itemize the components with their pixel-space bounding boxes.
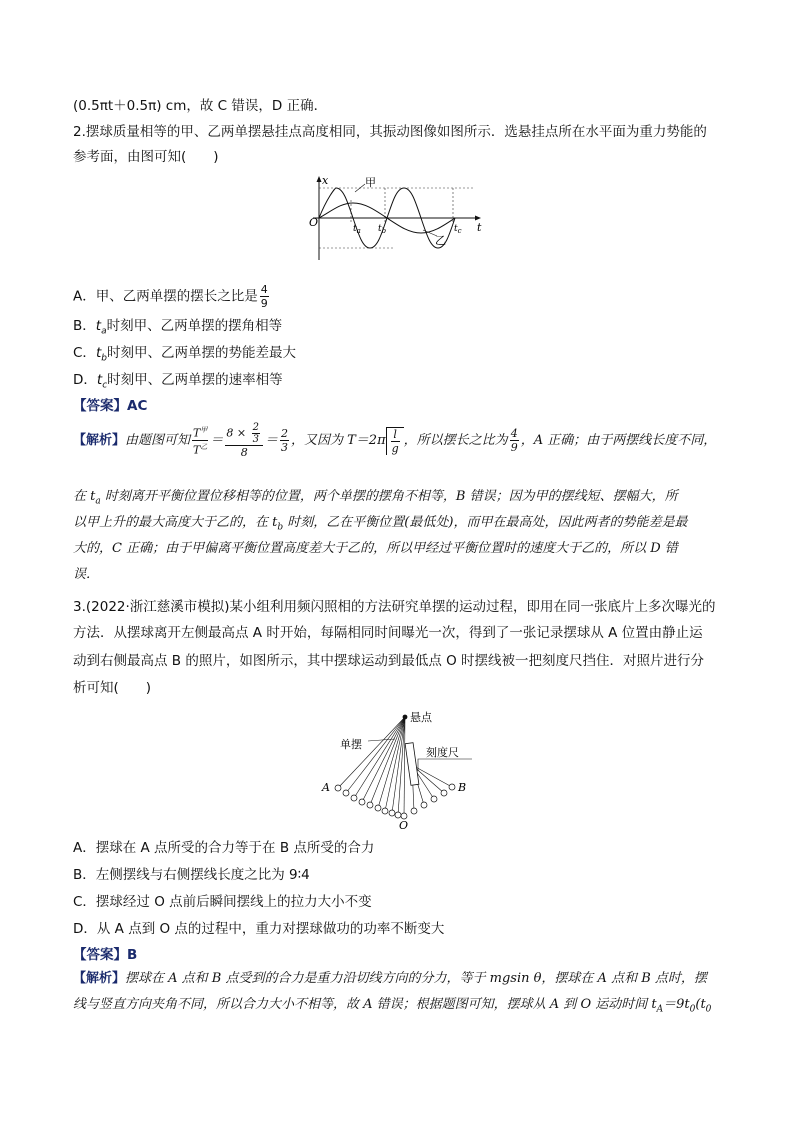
yi-label: 乙 <box>435 234 446 247</box>
pendulum-label: 单摆 <box>340 738 362 751</box>
pivot-dot <box>403 715 408 720</box>
pendulum-ball <box>359 799 365 805</box>
ta-label: $t_a$ <box>353 224 361 235</box>
pendulum-ball <box>343 790 349 796</box>
q3-option-c: C．摆球经过 O 点前后瞬间摆线上的拉力大小不变 <box>73 894 372 910</box>
ruler-label-bracket <box>418 759 472 771</box>
q2-option-c: C．$t_b$时刻甲、乙两单摆的势能差最大 <box>73 345 296 364</box>
point-a-label: A <box>322 781 330 794</box>
q2-explanation-line5: 误． <box>73 567 100 582</box>
ruler-shape <box>405 743 419 786</box>
q2-explanation-line2: 在 $t_a$ 时刻离开平衡位置位移相等的位置，两个单摆的摆角不相等，B 错误；因为甲的摆线短、摆幅大，所 <box>73 489 678 507</box>
left-string <box>338 717 405 788</box>
pendulum-ball <box>395 812 401 818</box>
point-o-label: O <box>399 819 409 832</box>
pendulum-ball <box>411 808 417 814</box>
q2-stem-line2: 参考面，由图可知( ) <box>73 149 219 165</box>
q3-option-d: D．从 A 点到 O 点的过程中，重力对摆球做功的功率不断变大 <box>73 921 445 937</box>
x-axis-arrow <box>317 176 322 182</box>
pendulum-pointer <box>368 739 395 741</box>
q2-explanation-line4: 大的，C 正确；由于甲偏离平衡位置高度差大于乙的，所以甲经过平衡位置时的速度大于乙的，所以 D 错 <box>73 541 678 556</box>
left-string <box>385 717 405 811</box>
pendulum-ball <box>449 784 455 790</box>
t-axis-label: t <box>477 221 482 234</box>
jia-label: 甲 <box>365 176 376 189</box>
q3-stem-line2: 方法．从摆球离开左侧最高点 A 时开始，每隔相同时间曝光一次，得到了一张记录摆球从 A 位置由静止运 <box>73 625 703 641</box>
pendulum-strings <box>335 717 455 819</box>
pivot-label: 悬点 <box>410 711 432 724</box>
pendulum-ball <box>335 785 341 791</box>
q2-explanation-line1: 【解析】由题图可知 $\frac{T^甲}{T^乙}$ ＝ 8 × $\frac{2}{3}$ 8 ＝ $\frac{2}{3}$ ，又因为 T＝2π $\frac{l}{g}$ ，所以摆长之比为 $\frac{4}{9}$ ，A 正确；由于两摆线长度不同， <box>73 422 717 459</box>
tc-label: $t_c$ <box>454 224 462 235</box>
q2-stem-line1: 2.摆球质量相等的甲、乙两单摆悬挂点高度相同，其振动图像如图所示．选悬挂点所在水平面为重力势能的 <box>73 124 707 140</box>
tb-label: $t_b$ <box>378 224 387 235</box>
x-axis-label: x <box>322 174 329 187</box>
pendulum-ball <box>382 808 388 814</box>
q3-option-b: B．左侧摆线与右侧摆线长度之比为 9∶4 <box>73 867 310 883</box>
q2-option-a: A．甲、乙两单摆的摆长之比是 $\frac{4}{9}$ <box>73 283 268 310</box>
q3-pendulum-figure <box>310 705 490 835</box>
q3-stem-line3: 动到右侧最高点 B 的照片，如图所示，其中摆球运动到最低点 O 时摆线被一把刻度尺挡住．对照片进行分 <box>73 653 705 669</box>
left-string <box>354 717 405 798</box>
q2-vibration-graph <box>305 172 485 268</box>
pendulum-ball <box>431 796 437 802</box>
q3-option-a: A．摆球在 A 点所受的合力等于在 B 点所受的合力 <box>73 840 375 856</box>
pendulum-ball <box>389 810 395 816</box>
q3-stem-line1: 3.(2022·浙江慈溪市模拟)某小组利用频闪照相的方法研究单摆的运动过程，即用在同一张底片上多次曝光的 <box>73 599 716 615</box>
t-axis-arrow <box>475 216 481 221</box>
ruler-label: 刻度尺 <box>426 746 459 759</box>
q2-option-b: B．$t_a$时刻甲、乙两单摆的摆角相等 <box>73 318 283 337</box>
previous-solution-tail: (0.5πt＋0.5π) cm，故 C 错误，D 正确． <box>73 98 328 114</box>
q3-explanation-line1: 【解析】摆球在 A 点和 B 点受到的合力是重力沿切线方向的分力，等于 mgsin θ，摆球在 A 点和 B 点时，摆 <box>73 971 707 986</box>
q3-answer: 【答案】B <box>73 947 138 963</box>
point-b-label: B <box>458 781 467 794</box>
q3-stem-line4: 析可知( ) <box>73 680 152 696</box>
pendulum-ball <box>375 805 381 811</box>
q2-answer: 【答案】AC <box>73 398 148 414</box>
pendulum-ball <box>351 795 357 801</box>
pendulum-ball <box>441 790 447 796</box>
q2-option-d: D．$t_c$时刻甲、乙两单摆的速率相等 <box>73 372 283 391</box>
pendulum-ball <box>421 802 427 808</box>
q3-explanation-line2: 线与竖直方向夹角不同，所以合力大小不相等，故 A 错误；根据题图可知，摆球从 A 到 O 运动时间 $t_A=9t_0(t_0$ <box>73 997 712 1015</box>
q2-explanation-line3: 以甲上升的最大高度大于乙的，在 $t_b$ 时刻，乙在平衡位置(最低处)，而甲在最高处，因此两者的势能差是最 <box>73 515 688 533</box>
pendulum-ball <box>367 802 373 808</box>
origin-label: O <box>309 216 319 229</box>
